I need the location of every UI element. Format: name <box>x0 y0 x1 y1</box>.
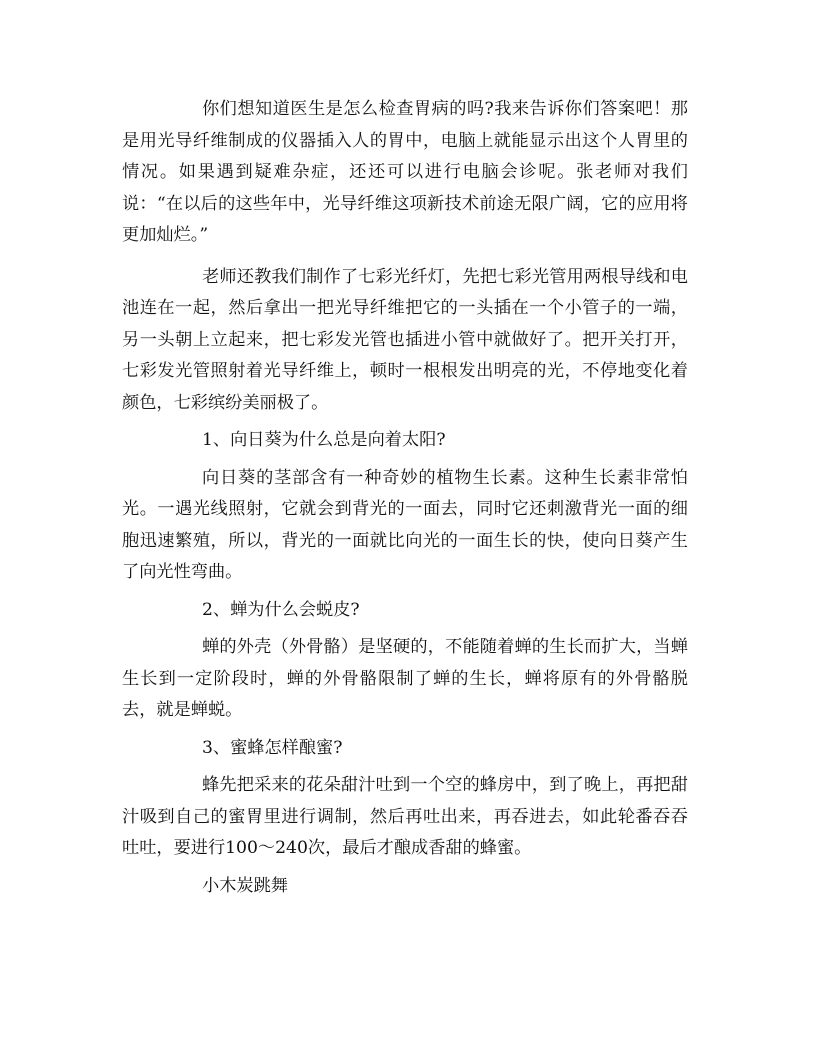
answer-bee: 蜂先把采来的花朵甜汁吐到一个空的蜂房中，到了晚上，再把甜汁吸到自己的蜜胃里进行调制，然后再吐出来，再吞进去，如此轮番吞吞吐吐，要进行100～240次，最后才酿成香甜的蜂蜜。 <box>122 775 688 858</box>
question-bee: 3、蜜蜂怎样酿蜜? <box>202 737 343 758</box>
question-sunflower: 1、向日葵为什么总是向着太阳? <box>202 430 446 450</box>
question-cicada: 2、蝉为什么会蜕皮? <box>202 599 360 620</box>
document-body <box>122 94 688 902</box>
paragraph-gastroscope: 你们想知道医生是怎么检查胃病的吗?我来告诉你们答案吧！那是用光导纤维制成的仪器插入人的胃中，电脑上就能显示出这个人胃里的情况。如果遇到疑难杂症，还还可以进行电脑会诊呢。张老师对我们说：“在以后的这些年中，光导纤维这项新技术前途无限广阔，它的应用将更加灿烂。” <box>122 99 688 245</box>
paragraph-fiber-lamp: 老师还教我们制作了七彩光纤灯，先把七彩光管用两根导线和电池连在一起，然后拿出一把光导纤维把它的一头插在一个小管子的一端，另一头朝上立起来，把七彩发光管也插进小管中就做好了。把开关打开，七彩发光管照射着光导纤维上，顿时一根根发出明亮的光，不停地变化着颜色，七彩缤纷美丽极了。 <box>122 266 688 413</box>
answer-sunflower: 向日葵的茎部含有一种奇妙的植物生长素。这种生长素非常怕光。一遇光线照射，它就会到背光的一面去，同时它还刺激背光一面的细胞迅速繁殖，所以，背光的一面就比向光的一面生长的快，使向日葵产生了向光性弯曲。 <box>122 467 688 582</box>
section-heading-charcoal: 小木炭跳舞 <box>202 875 288 896</box>
answer-cicada: 蝉的外壳（外骨骼）是坚硬的，不能随着蝉的生长而扩大，当蝉生长到一定阶段时，蝉的外骨骼限制了蝉的生长，蝉将原有的外骨骼脱去，就是蝉蜕。 <box>122 637 688 720</box>
